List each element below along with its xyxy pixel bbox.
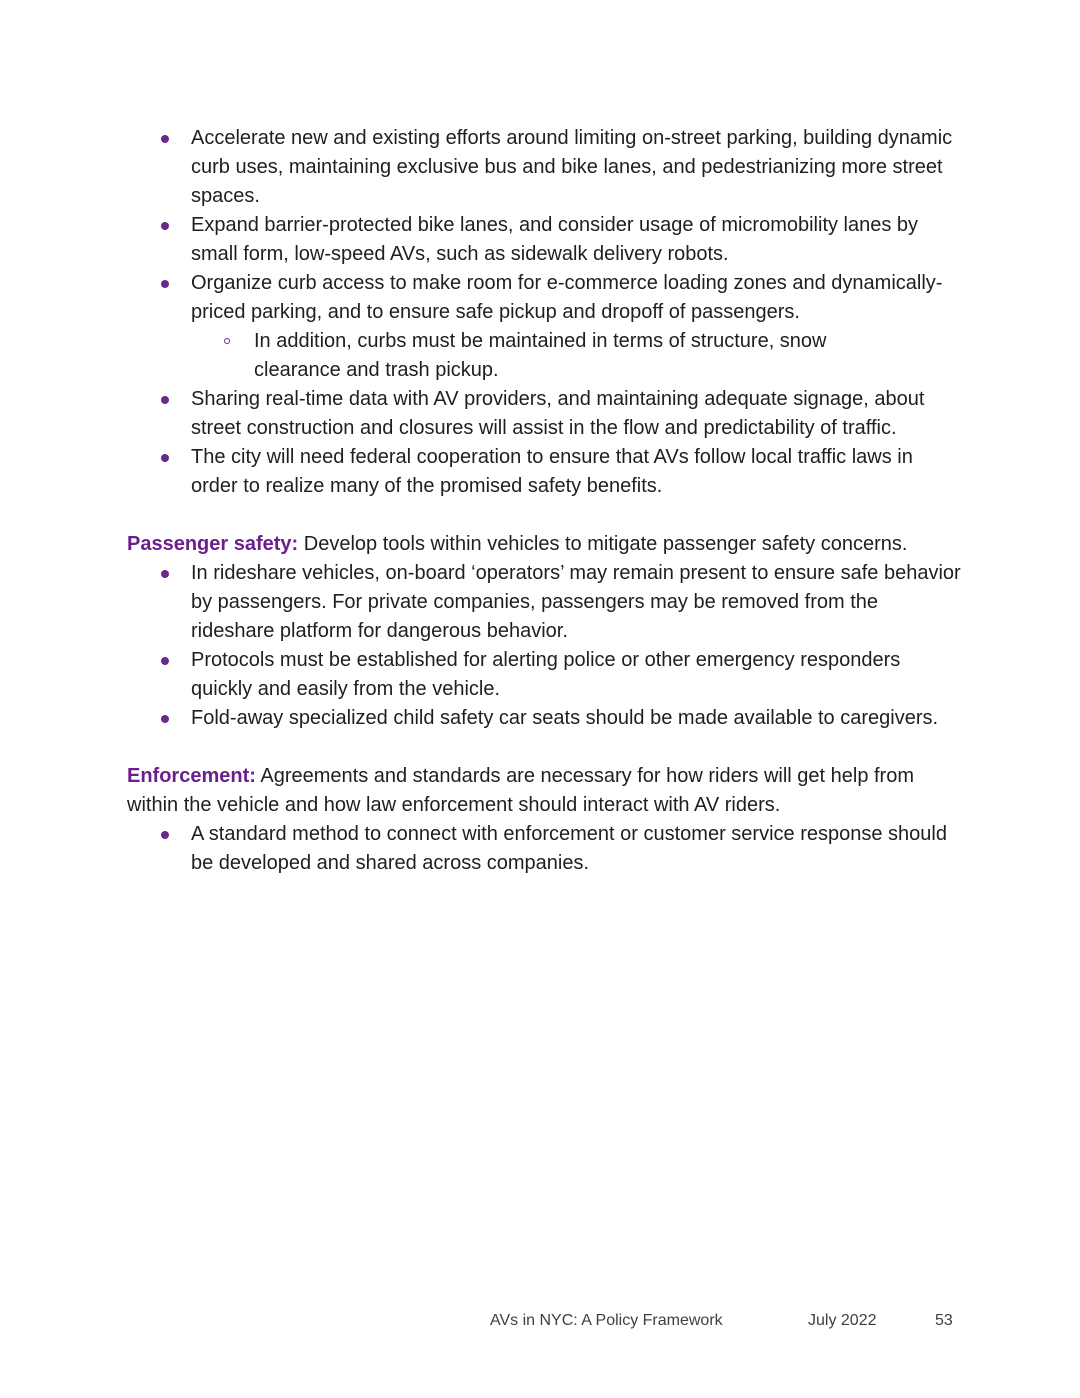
list-item: [0, 820, 961, 878]
enforcement-bullets: [0, 820, 1080, 878]
passenger-safety-text: Develop tools within vehicles to mitigate passenger safety concerns.: [298, 533, 908, 555]
bullet-icon: [161, 657, 169, 665]
list-item: [0, 385, 961, 443]
bullet-text: The city will need federal cooperation to ensure that AVs follow local traffic laws in order to realize many of the promised safety benefits.: [191, 446, 913, 497]
passenger-safety-label: Passenger safety:: [127, 533, 299, 555]
enforcement-text: Agreements and standards are necessary for how riders will get help from within the vehicle and how law enforcement should interact with AV riders.: [127, 765, 915, 816]
sub-bullet-text: In addition, curbs must be maintained in terms of structure, snow clearance and trash pickup.: [254, 330, 827, 381]
list-item: [0, 559, 961, 646]
bullet-text: Sharing real-time data with AV providers, and maintaining adequate signage, about street construction and closures will assist in the flow and predictability of traffic.: [191, 388, 925, 439]
bullet-icon: [161, 280, 169, 288]
bullet-icon: [161, 454, 169, 462]
bullet-icon: [161, 396, 169, 404]
enforcement-paragraph: [127, 762, 947, 820]
bullet-icon: [161, 715, 169, 723]
bullet-text: Fold-away specialized child safety car seats should be made available to caregivers.: [191, 707, 939, 729]
bullet-text: Protocols must be established for alerting police or other emergency responders quickly and easily from the vehicle.: [191, 649, 901, 700]
bullet-icon: [161, 135, 169, 143]
street-design-bullets: [0, 124, 1080, 501]
bullet-text: Accelerate new and existing efforts around limiting on-street parking, building dynamic curb uses, maintaining exclusive bus and bike lanes, and pedestrianizing more street spaces.: [191, 127, 953, 207]
enforcement-label: Enforcement:: [127, 765, 256, 787]
list-item: [0, 269, 961, 327]
sub-bullet-icon: [224, 338, 230, 344]
footer-doc-title: AVs in NYC: A Policy Framework: [490, 1312, 723, 1329]
sub-list-item: [0, 327, 894, 385]
bullet-text: In rideshare vehicles, on-board ‘operators’ may remain present to ensure safe behavior by passengers. For private companies, passengers may be removed from the rideshare platform for dangerous behavior.: [191, 562, 961, 642]
bullet-icon: [161, 831, 169, 839]
bullet-icon: [161, 222, 169, 230]
bullet-icon: [161, 570, 169, 578]
bullet-text: Organize curb access to make room for e-commerce loading zones and dynamically-priced parking, and to ensure safe pickup and dropoff of passengers.: [191, 272, 943, 323]
passenger-safety-paragraph: [127, 530, 947, 559]
bullet-text: A standard method to connect with enforcement or customer service response should be developed and shared across companies.: [191, 823, 947, 874]
passenger-safety-bullets: [0, 559, 1080, 733]
list-item: [0, 646, 961, 704]
footer-page-number: 53: [935, 1312, 953, 1329]
list-item: [0, 211, 961, 269]
list-item: [0, 704, 961, 733]
list-item: [0, 443, 961, 501]
list-item: [0, 124, 961, 211]
footer-date: July 2022: [808, 1312, 877, 1329]
bullet-text: Expand barrier-protected bike lanes, and consider usage of micromobility lanes by small form, low-speed AVs, such as sidewalk delivery robots.: [191, 214, 919, 265]
